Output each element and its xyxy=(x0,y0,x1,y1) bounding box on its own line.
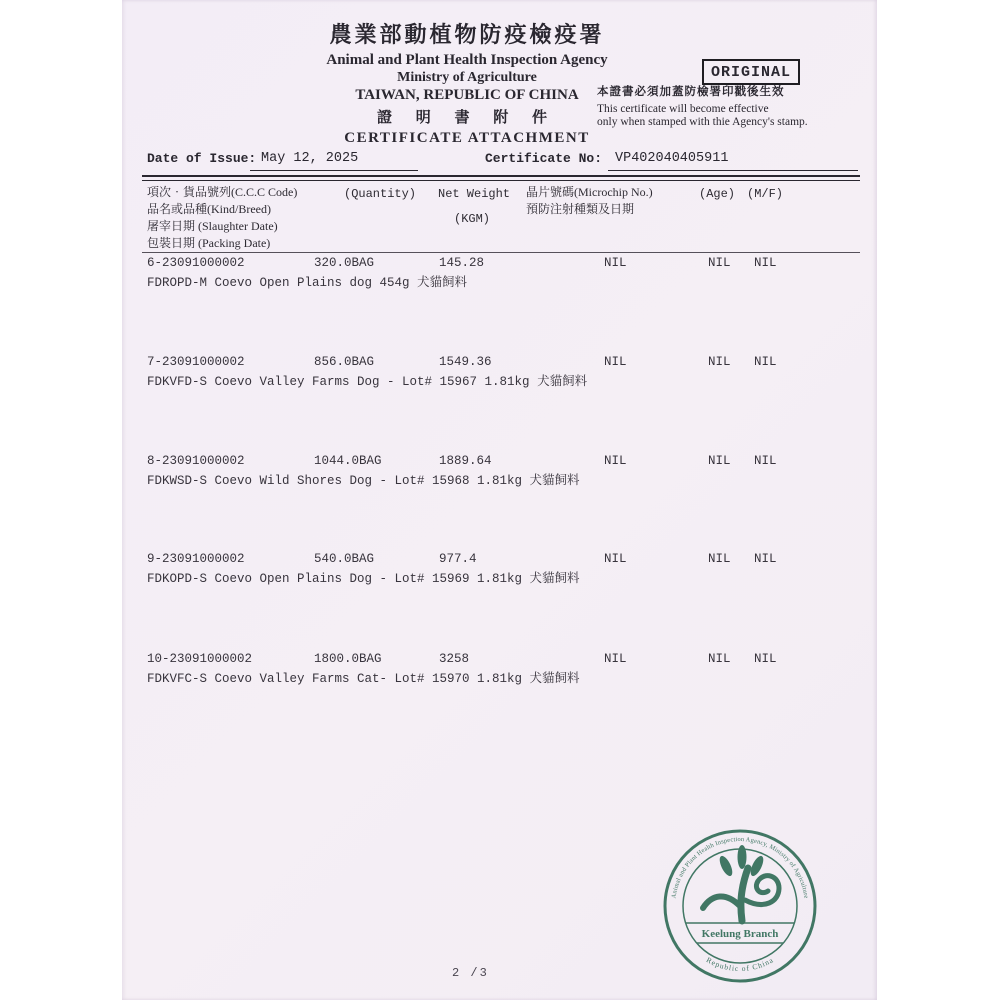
row-description: FDKOPD-S Coevo Open Plains Dog - Lot# 15969 1.81kg 犬貓飼料 xyxy=(147,572,580,586)
row-microchip: NIL xyxy=(604,552,627,566)
validity-note-english-line2: only when stamped with thie Agency's stamp. xyxy=(597,115,808,128)
row-quantity: 540.0BAG xyxy=(314,552,375,566)
row-code: 8-23091000002 xyxy=(147,454,245,468)
ministry-name: Ministry of Agriculture xyxy=(397,70,537,85)
row-net-weight: 1889.64 xyxy=(439,454,492,468)
seal-top-text: Animal and Plant Health Inspection Agency, Ministry of Agriculture xyxy=(670,836,810,899)
row-mf: NIL xyxy=(754,355,777,369)
date-underline xyxy=(250,169,418,171)
original-stamp xyxy=(702,59,800,85)
document-header xyxy=(292,18,642,147)
date-of-issue-label: Date of Issue: xyxy=(147,151,257,166)
row-description: FDKVFD-S Coevo Valley Farms Dog - Lot# 15967 1.81kg 犬貓飼料 xyxy=(147,375,588,389)
doc-title-english: CERTIFICATE ATTACHMENT xyxy=(344,130,590,146)
row-quantity: 856.0BAG xyxy=(314,355,375,369)
row-mf: NIL xyxy=(754,652,777,666)
row-mf: NIL xyxy=(754,454,777,468)
row-quantity: 1044.0BAG xyxy=(314,454,382,468)
col-vaccination-label: 預防注射種類及日期 xyxy=(526,202,635,216)
row-mf: NIL xyxy=(754,552,777,566)
row-age: NIL xyxy=(708,652,731,666)
doc-title-chinese: 證 明 書 附 件 xyxy=(376,110,557,126)
col-age-label: (Age) xyxy=(699,187,736,201)
col-mf-label: (M/F) xyxy=(747,187,784,201)
col-microchip-label: 晶片號碼(Microchip No.) xyxy=(526,185,653,199)
original-stamp-label: ORIGINAL xyxy=(710,63,791,81)
row-age: NIL xyxy=(708,552,731,566)
certificate-underline xyxy=(608,169,858,171)
row-description: FDKVFC-S Coevo Valley Farms Cat- Lot# 15970 1.81kg 犬貓飼料 xyxy=(147,672,580,686)
row-description: FDKWSD-S Coevo Wild Shores Dog - Lot# 15968 1.81kg 犬貓飼料 xyxy=(147,474,580,488)
scanned-certificate-page xyxy=(122,0,877,1000)
col-quantity-label: (Quantity) xyxy=(344,187,417,201)
seal-branch-name: Keelung Branch xyxy=(701,928,779,940)
row-description: FDROPD-M Coevo Open Plains dog 454g 犬貓飼料 xyxy=(147,276,468,290)
row-quantity: 320.0BAG xyxy=(314,256,375,270)
row-code: 7-23091000002 xyxy=(147,355,245,369)
row-age: NIL xyxy=(708,256,731,270)
certificate-no-value: VP402040405911 xyxy=(615,151,729,166)
row-net-weight: 145.28 xyxy=(439,256,485,270)
col-kgm-label: (KGM) xyxy=(454,212,491,226)
validity-note-chinese: 本證書必須加蓋防檢署印戳後生效 xyxy=(597,86,785,98)
validity-note xyxy=(597,86,867,128)
row-microchip: NIL xyxy=(604,355,627,369)
table-header-rule xyxy=(142,252,860,253)
row-code: 6-23091000002 xyxy=(147,256,245,270)
row-microchip: NIL xyxy=(604,256,627,270)
table-header-col1 xyxy=(147,184,297,252)
agency-name-english: Animal and Plant Health Inspection Agency xyxy=(326,52,608,68)
agency-seal xyxy=(660,826,820,986)
col-packing-date-label: 包裝日期 (Packing Date) xyxy=(147,236,271,250)
table-header-microchip xyxy=(526,184,653,218)
seal-bottom-text: Republic of China xyxy=(704,955,776,974)
row-age: NIL xyxy=(708,355,731,369)
date-of-issue-value: May 12, 2025 xyxy=(261,151,359,166)
col-net-weight-label: Net Weight xyxy=(438,187,511,201)
certificate-no-label: Certificate No: xyxy=(485,151,603,166)
col-slaughter-date-label: 屠宰日期 (Slaughter Date) xyxy=(147,219,278,233)
row-age: NIL xyxy=(708,454,731,468)
agency-name-chinese: 農業部動植物防疫檢疫署 xyxy=(329,22,605,47)
row-quantity: 1800.0BAG xyxy=(314,652,382,666)
header-divider-rule xyxy=(142,175,860,181)
col-ccc-code-label: 項次‧貨品號列(C.C.C Code) xyxy=(147,185,298,199)
page-number: 2 /3 xyxy=(452,966,489,980)
row-net-weight: 977.4 xyxy=(439,552,477,566)
country-name: TAIWAN, REPUBLIC OF CHINA xyxy=(355,87,579,103)
col-kind-breed-label: 品名或品種(Kind/Breed) xyxy=(147,202,271,216)
validity-note-english-line1: This certificate will become effective xyxy=(597,103,769,115)
row-net-weight: 1549.36 xyxy=(439,355,492,369)
row-microchip: NIL xyxy=(604,652,627,666)
row-microchip: NIL xyxy=(604,454,627,468)
row-net-weight: 3258 xyxy=(439,652,470,666)
row-code: 9-23091000002 xyxy=(147,552,245,566)
row-code: 10-23091000002 xyxy=(147,652,253,666)
row-mf: NIL xyxy=(754,256,777,270)
